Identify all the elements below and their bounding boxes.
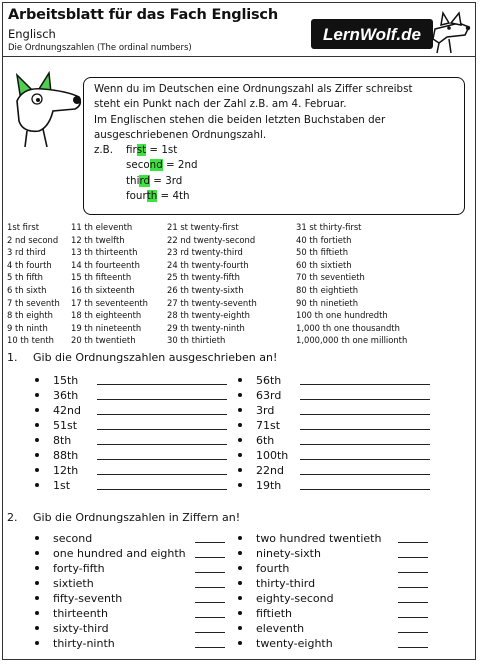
exercise-prompt: 36th [53,389,79,402]
exercise-prompt: 12th [53,464,79,477]
exercise-prompt: 3rd [256,404,275,417]
exercise-item [35,606,235,621]
answer-blank[interactable] [300,474,430,475]
reference-entry: 19 th nineteenth [71,322,142,333]
exercise-item [35,478,235,493]
exercise2-number: 2. [7,511,18,524]
reference-entry: 15 th fifteenth [71,272,132,283]
reference-entry: 7 th seventh [7,297,60,308]
exercise-item [238,403,438,418]
exercise-item [35,433,235,448]
exercise-prompt: eighty-second [256,592,334,605]
answer-blank[interactable] [195,572,225,573]
answer-blank[interactable] [97,414,227,415]
answer-blank[interactable] [398,572,428,573]
exercise-item [238,531,438,546]
exercise-prompt: 63rd [256,389,282,402]
bullet-icon [35,641,39,645]
exercise1-left-list [35,373,235,493]
bullet-icon [35,596,39,600]
exercise-prompt: 6th [256,434,275,447]
exercise-item [238,433,438,448]
reference-entry: 3 rd third [7,247,46,258]
reference-entry: 70 th seventieth [296,272,365,283]
exercise-item [238,463,438,478]
answer-blank[interactable] [97,459,227,460]
reference-entry: 16 th sixteenth [71,284,135,295]
reference-column [296,221,407,347]
reference-column [7,221,60,347]
bullet-icon [238,453,242,457]
lernwolf-logo [309,9,473,55]
bullet-icon [35,468,39,472]
exercise-item [238,636,438,651]
bullet-icon [238,423,242,427]
exercise-prompt: 56th [256,374,282,387]
answer-blank[interactable] [300,414,430,415]
exercise-prompt: 51st [53,419,78,432]
suffix-highlight: rd [139,174,151,187]
exercise-prompt: thirty-ninth [53,637,115,650]
bullet-icon [238,468,242,472]
answer-blank[interactable] [398,617,428,618]
exercise-prompt: second [53,532,93,545]
bullet-icon [238,611,242,615]
bullet-icon [238,551,242,555]
reference-entry: 8 th eighth [7,310,53,321]
reference-entry: 13 th thirteenth [71,247,138,258]
bullet-icon [35,393,39,397]
answer-blank[interactable] [97,429,227,430]
bullet-icon [35,581,39,585]
exercise-item [238,606,438,621]
reference-entry: 1,000 th one thousandth [296,322,400,333]
answer-blank[interactable] [195,632,225,633]
reference-entry: 12 th twelfth [71,234,125,245]
bullet-icon [35,566,39,570]
reference-entry: 50 th fiftieth [296,247,349,258]
answer-blank[interactable] [398,602,428,603]
bullet-icon [238,438,242,442]
exercise-prompt: one hundred and eighth [53,547,186,560]
exercise1-right-list [238,373,438,493]
exercise-prompt: sixty-third [53,622,109,635]
bullet-icon [238,483,242,487]
reference-entry: 25 th twenty-fifth [167,272,240,283]
exercise-prompt: eleventh [256,622,305,635]
exercise-prompt: 15th [53,374,79,387]
answer-blank[interactable] [97,489,227,490]
bullet-icon [238,378,242,382]
exercise-prompt: fiftieth [256,607,293,620]
bullet-icon [238,393,242,397]
exercise-item [35,418,235,433]
exercise-item [35,621,235,636]
reference-entry: 5 th fifth [7,272,43,283]
exercise-item [238,591,438,606]
bullet-icon [238,536,242,540]
exercise1-instruction: Gib die Ordnungszahlen ausgeschrieben an! [33,351,278,364]
reference-entry: 31 st thirty-first [296,222,362,232]
exercise-item [238,448,438,463]
exercise-item [35,591,235,606]
reference-entry: 27 th twenty-seventh [167,297,257,308]
bullet-icon [35,626,39,630]
suffix-highlight: th [146,190,158,203]
ordinal-examples [94,143,454,205]
bullet-icon [35,551,39,555]
reference-entry: 2 nd second [7,234,59,245]
answer-blank[interactable] [300,384,430,385]
answer-blank[interactable] [300,459,430,460]
exercise-item [35,531,235,546]
exercise-prompt: 100th [256,449,289,462]
reference-entry: 9 th ninth [7,322,48,333]
answer-blank[interactable] [195,617,225,618]
exercise-item [35,463,235,478]
exercise-prompt: thirteenth [53,607,108,620]
exercise-item [35,373,235,388]
reference-entry: 40 th fortieth [296,234,352,245]
reference-entry: 18 th eighteenth [71,310,142,321]
reference-entry: 80 th eightieth [296,284,359,295]
exercise2-right-list [238,531,438,651]
logo-text: LernWolf.de [323,25,421,44]
bullet-icon [35,438,39,442]
reference-entry: 60 th sixtieth [296,259,352,270]
reference-entry: 90 th ninetieth [296,297,359,308]
reference-entry: 24 th twenty-fourth [167,259,249,270]
bullet-icon [238,596,242,600]
reference-entry: 10 th tenth [7,335,54,346]
exercise-item [238,478,438,493]
exercise-prompt: ninety-sixth [256,547,321,560]
bullet-icon [238,408,242,412]
exercise2-instruction: Gib die Ordnungszahlen in Ziffern an! [33,511,241,524]
exercise-item [238,546,438,561]
reference-entry: 14 th fourteenth [71,259,140,270]
answer-blank[interactable] [97,399,227,400]
suffix-highlight: nd [149,159,163,172]
worksheet-title: Arbeitsblatt für das Fach Englisch [8,7,278,23]
intro-line: Wenn du im Deutschen eine Ordnungszahl als Ziffer schreibst [94,83,413,95]
bullet-icon [35,378,39,382]
reference-entry: 26 th twenty-sixth [167,284,244,295]
reference-entry: 21 st twenty-first [167,222,239,232]
exercise-prompt: sixtieth [53,577,94,590]
wolf-mascot-icon [9,71,85,147]
worksheet [2,2,476,660]
reference-entry: 1,000,000 th one millionth [296,335,408,346]
exercise-prompt: twenty-eighth [256,637,333,650]
bullet-icon [35,611,39,615]
reference-column [167,221,257,347]
exercise-prompt: 22nd [256,464,284,477]
example-row: first = 1st [126,144,178,157]
bullet-icon [238,626,242,630]
answer-blank[interactable] [300,444,430,445]
topic-label: Die Ordnungszahlen (The ordinal numbers) [8,43,192,53]
bullet-icon [35,453,39,457]
exercise-item [238,388,438,403]
answer-blank[interactable] [195,647,225,648]
reference-entry: 11 th eleventh [71,222,133,232]
bullet-icon [238,641,242,645]
reference-entry: 29 th twenty-ninth [167,322,245,333]
exercise-item [238,418,438,433]
answer-blank[interactable] [195,602,225,603]
exercise-prompt: fifty-seventh [53,592,123,605]
answer-blank[interactable] [97,474,227,475]
exercise-prompt: 19th [256,479,282,492]
intro-line: ausgeschriebenen Ordnungszahl. [94,128,267,141]
intro-line: Im Englischen stehen die beiden letzten Buchstaben der [94,113,386,126]
bullet-icon [35,536,39,540]
exercise1-number: 1. [7,351,18,364]
reference-entry: 23 rd twenty-third [167,247,243,258]
intro-line: steht ein Punkt nach der Zahl z.B. am 4. Februar. [94,98,347,111]
answer-blank[interactable] [97,384,227,385]
reference-entry: 6 th sixth [7,284,47,295]
intro-speech-bubble [83,77,465,215]
exercise-prompt: two hundred twentieth [256,532,382,545]
answer-blank[interactable] [398,632,428,633]
exercise-prompt: 42nd [53,404,81,417]
exercise-item [35,403,235,418]
exercise-prompt: fourth [256,562,290,575]
answer-blank[interactable] [398,647,428,648]
exercise-item [35,636,235,651]
reference-entry: 28 th twenty-eighth [167,310,250,321]
reference-entry: 22 nd twenty-second [167,234,256,245]
example-row: second = 2nd [126,159,198,172]
answer-blank[interactable] [398,542,428,543]
bullet-icon [35,483,39,487]
exercise-prompt: 1st [53,479,71,492]
subject-label: Englisch [8,27,56,41]
bullet-icon [35,423,39,427]
answer-blank[interactable] [195,587,225,588]
reference-entry: 100 th one hundredth [296,310,388,321]
answer-blank[interactable] [195,542,225,543]
exercise-item [35,546,235,561]
reference-entry: 4 th fourth [7,259,52,270]
answer-blank[interactable] [398,557,428,558]
exercise-item [238,561,438,576]
answer-blank[interactable] [195,557,225,558]
reference-column [71,221,148,347]
wolf-logo-icon [433,13,470,53]
exercise2-left-list [35,531,235,651]
exercise-item [238,373,438,388]
exercise-prompt: 88th [53,449,79,462]
reference-entry: 1st first [7,222,40,232]
answer-blank[interactable] [300,399,430,400]
answer-blank[interactable] [300,429,430,430]
example-row: fourth = 4th [126,190,190,203]
exercise-prompt: thirty-third [256,577,316,590]
exercise-item [35,448,235,463]
exercise-item [35,576,235,591]
bullet-icon [35,408,39,412]
exercise-item [35,388,235,403]
exercise-prompt: forty-fifth [53,562,105,575]
reference-entry: 17 th seventeenth [71,297,148,308]
answer-blank[interactable] [97,444,227,445]
example-row: third = 3rd [126,174,183,187]
header-divider [3,56,475,57]
exercise-item [238,576,438,591]
answer-blank[interactable] [300,489,430,490]
exercise-item [35,561,235,576]
exercise-prompt: 71st [256,419,281,432]
exercise-item [238,621,438,636]
reference-entry: 20 th twentieth [71,335,136,346]
example-label: z.B. [94,144,114,157]
reference-entry: 30 th thirtieth [167,335,226,346]
bullet-icon [238,566,242,570]
answer-blank[interactable] [398,587,428,588]
exercise-prompt: 8th [53,434,72,447]
bullet-icon [238,581,242,585]
suffix-highlight: st [136,144,147,157]
